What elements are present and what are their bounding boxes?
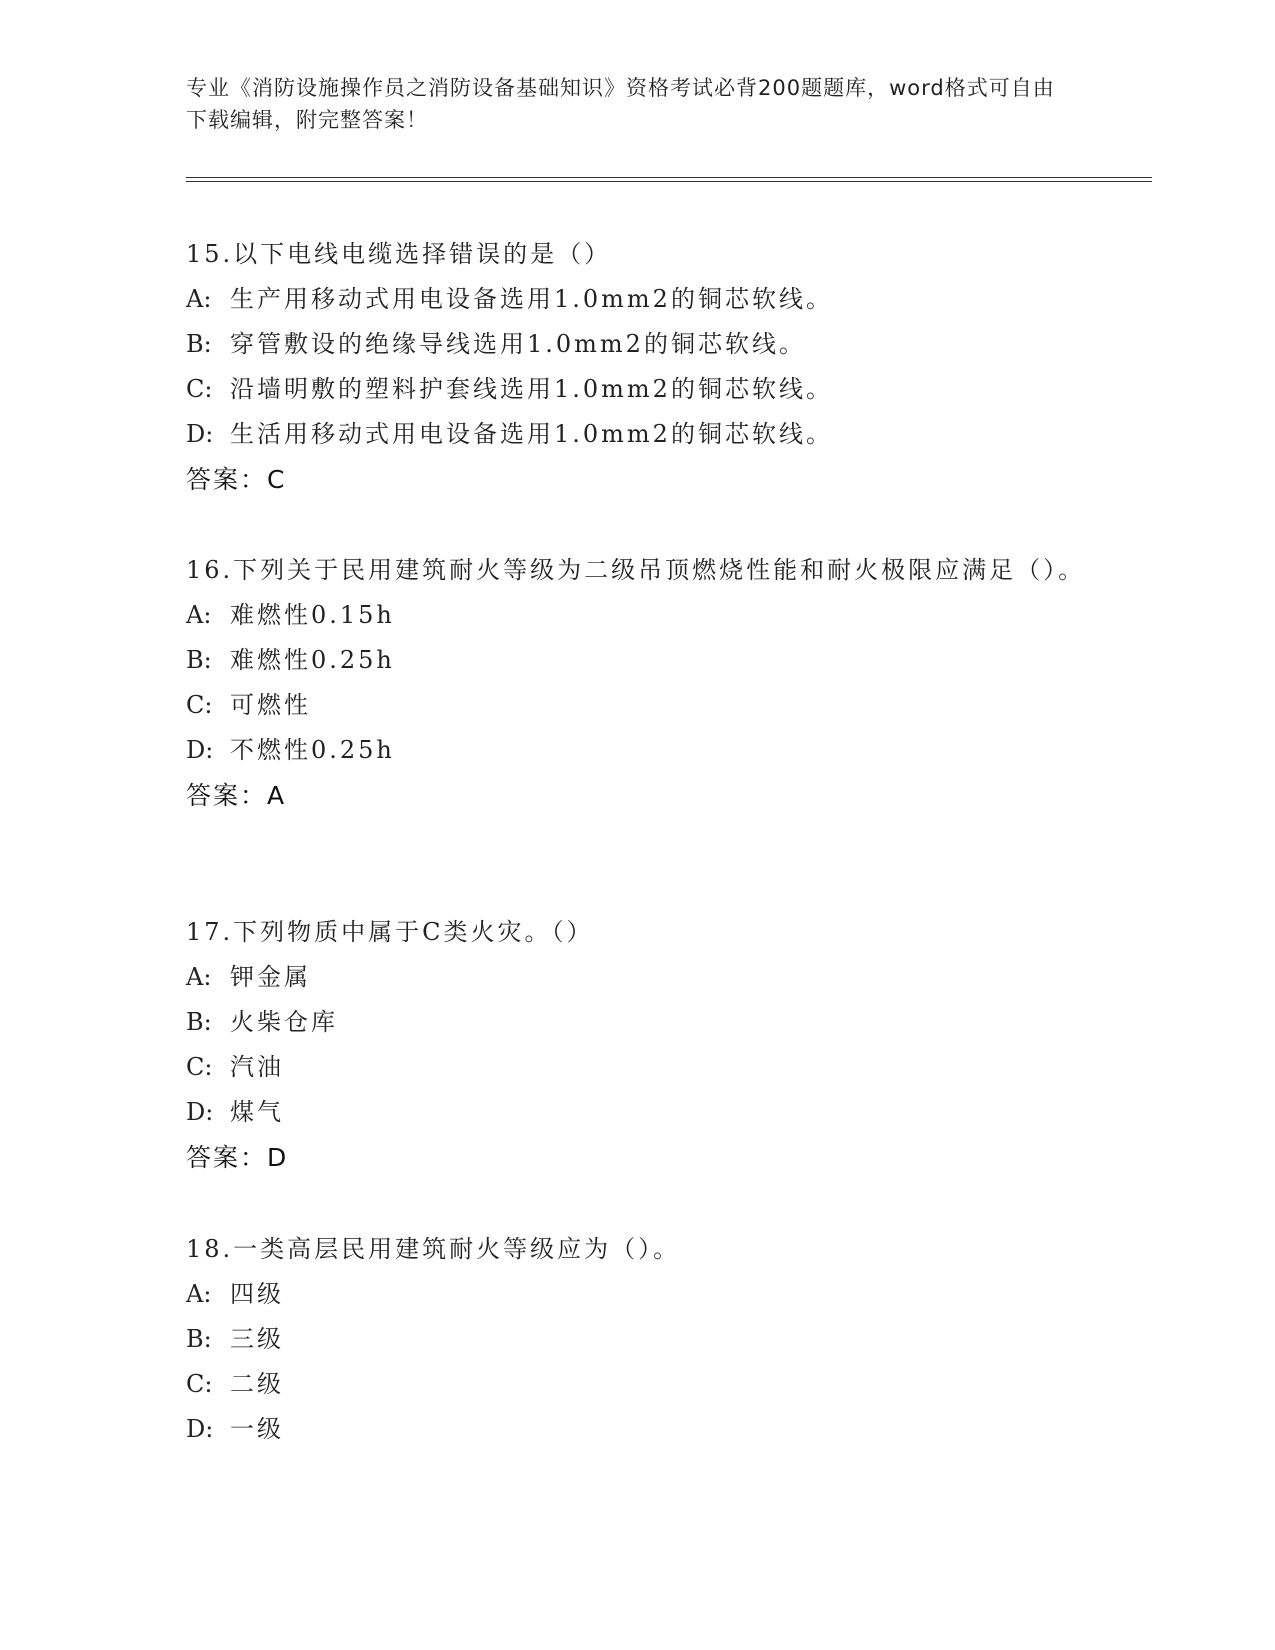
option-c bbox=[186, 1362, 1086, 1407]
option-d bbox=[186, 1090, 1086, 1135]
option-b bbox=[186, 322, 1086, 367]
option-text: 一级 bbox=[230, 1415, 284, 1443]
option-d bbox=[186, 728, 1086, 773]
option-d bbox=[186, 1407, 1086, 1452]
option-c bbox=[186, 367, 1086, 412]
option-text: 沿墙明敷的塑料护套线选用1.0mm2的铜芯软线。 bbox=[230, 375, 833, 403]
option-c bbox=[186, 1045, 1086, 1090]
option-label: C: bbox=[186, 1053, 213, 1081]
option-text: 三级 bbox=[230, 1325, 284, 1353]
question-18 bbox=[186, 1227, 1086, 1452]
option-a bbox=[186, 277, 1086, 322]
option-c bbox=[186, 683, 1086, 728]
option-text: 钾金属 bbox=[230, 963, 311, 991]
question-16 bbox=[186, 548, 1086, 818]
answer-line: 答案：C bbox=[186, 465, 287, 494]
option-text: 可燃性 bbox=[230, 691, 311, 719]
option-b bbox=[186, 1317, 1086, 1362]
option-text: 生产用移动式用电设备选用1.0mm2的铜芯软线。 bbox=[230, 285, 833, 313]
option-b bbox=[186, 1000, 1086, 1045]
option-b bbox=[186, 638, 1086, 683]
option-label: A: bbox=[186, 285, 212, 313]
option-a bbox=[186, 955, 1086, 1000]
option-label: D: bbox=[186, 420, 214, 448]
option-text: 穿管敷设的绝缘导线选用1.0mm2的铜芯软线。 bbox=[230, 330, 806, 358]
option-text: 生活用移动式用电设备选用1.0mm2的铜芯软线。 bbox=[230, 420, 833, 448]
question-stem: 18.一类高层民用建筑耐火等级应为（）。 bbox=[186, 1235, 681, 1263]
option-text: 煤气 bbox=[230, 1098, 284, 1126]
option-label: D: bbox=[186, 736, 214, 764]
option-label: D: bbox=[186, 1098, 214, 1126]
option-label: B: bbox=[186, 1325, 212, 1353]
answer-line: 答案：A bbox=[186, 781, 287, 810]
question-17 bbox=[186, 910, 1086, 1180]
option-a bbox=[186, 1272, 1086, 1317]
option-label: C: bbox=[186, 691, 213, 719]
question-stem: 15.以下电线电缆选择错误的是（） bbox=[186, 240, 612, 268]
option-d bbox=[186, 412, 1086, 457]
question-15 bbox=[186, 232, 1086, 502]
question-stem: 17.下列物质中属于C类火灾。（） bbox=[186, 918, 594, 946]
document-intro: 专业《消防设施操作员之消防设备基础知识》资格考试必背200题题库，word格式可自由下载编辑，附完整答案！ bbox=[186, 76, 1055, 132]
option-text: 难燃性0.25h bbox=[230, 646, 395, 674]
option-label: B: bbox=[186, 646, 212, 674]
question-stem: 16.下列关于民用建筑耐火等级为二级吊顶燃烧性能和耐火极限应满足（）。 bbox=[186, 556, 1086, 584]
option-label: D: bbox=[186, 1415, 214, 1443]
option-text: 难燃性0.15h bbox=[230, 601, 395, 629]
option-text: 不燃性0.25h bbox=[230, 736, 395, 764]
option-label: A: bbox=[186, 1280, 212, 1308]
answer-line: 答案：D bbox=[186, 1143, 289, 1172]
option-label: C: bbox=[186, 375, 213, 403]
option-text: 二级 bbox=[230, 1370, 284, 1398]
header-divider-bottom bbox=[186, 181, 1152, 182]
option-label: B: bbox=[186, 330, 212, 358]
option-a bbox=[186, 593, 1086, 638]
option-label: B: bbox=[186, 1008, 212, 1036]
option-text: 四级 bbox=[230, 1280, 284, 1308]
option-label: C: bbox=[186, 1370, 213, 1398]
option-label: A: bbox=[186, 963, 212, 991]
option-text: 火柴仓库 bbox=[230, 1008, 338, 1036]
header-divider-top bbox=[186, 177, 1152, 178]
option-text: 汽油 bbox=[230, 1053, 284, 1081]
option-label: A: bbox=[186, 601, 212, 629]
